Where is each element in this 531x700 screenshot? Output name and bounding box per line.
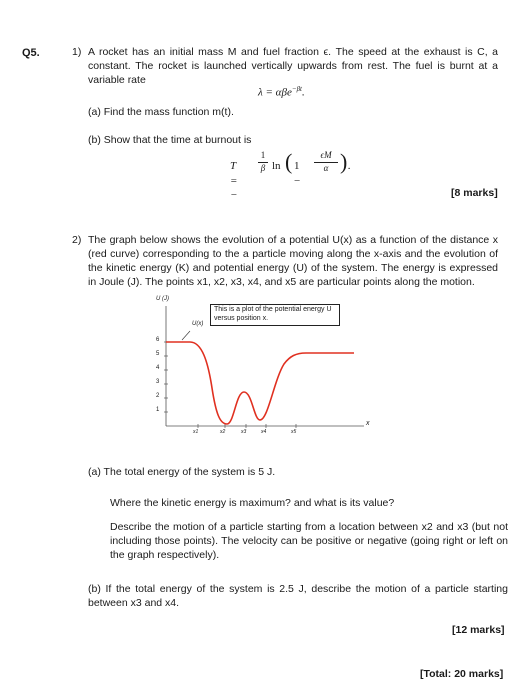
part2-marks: [12 marks] (452, 624, 505, 636)
x-tick-label-x1: x1 (193, 429, 199, 435)
part2-question-b: (b) If the total energy of the system is 2.5 J, describe the motion of a particle starting between x3 and x4. (88, 583, 508, 609)
y-tick-label-4: 4 (156, 365, 160, 371)
rate-equation: λ = αβe$^{-\beta t}$. (258, 85, 305, 99)
question-number: Q5. (22, 47, 40, 59)
curve-label: U(x) (192, 321, 204, 327)
part1-question-a: (a) Find the mass function m(t). (88, 106, 234, 118)
y-tick-label-2: 2 (156, 393, 160, 399)
part2-question-a: (a) The total energy of the system is 5 J. (88, 466, 276, 478)
potential-curve (166, 342, 354, 424)
graph-annotation-box: This is a plot of the potential energy U versus position x. (210, 304, 340, 326)
part2-intro: The graph below shows the evolution of a potential U(x) as a function of the distance x (red curve) corresponding to the a particle moving along the x-axis and the evolution of the kinetic energy (K) and potential energy (U) of the system. The energy is expressed in Joule (J). The points x1, x2, x3, x4, and x5 are particular points along the motion. (88, 234, 498, 288)
y-axis-label: U (J) (156, 296, 169, 302)
y-tick-label-1: 1 (156, 407, 160, 413)
part1-marks: [8 marks] (451, 187, 498, 199)
x-tick-label-x4: x4 (261, 429, 267, 435)
part2-question-a-1: Where the kinetic energy is maximum? and what is its value? (110, 497, 395, 509)
y-tick-label-3: 3 (156, 379, 160, 385)
total-marks: [Total: 20 marks] (420, 668, 504, 680)
x-tick-label-x3: x3 (241, 429, 247, 435)
x-axis-label: x (366, 420, 370, 427)
part1-question-b: (b) Show that the time at burnout is (88, 134, 252, 146)
part2-label: 2) (72, 234, 82, 246)
potential-graph (150, 296, 380, 446)
part1-intro: A rocket has an initial mass M and fuel fraction ϵ. The speed at the exhaust is C, a constant. The rocket is launched vertically upwards from rest. The fuel is burnt at a variable rate (88, 46, 498, 86)
part1-label: 1) (72, 46, 82, 58)
x-tick-label-x5: x5 (291, 429, 297, 435)
label-leader-line (182, 331, 190, 340)
y-tick-label-6: 6 (156, 337, 160, 343)
x-tick-label-x2: x2 (220, 429, 226, 435)
y-tick-label-5: 5 (156, 351, 160, 357)
part2-question-a-2: Describe the motion of a particle starting from a location between x2 and x3 (but not including those points). The velocity can be positive or negative (going right or left on the graph respectively). (110, 521, 508, 561)
